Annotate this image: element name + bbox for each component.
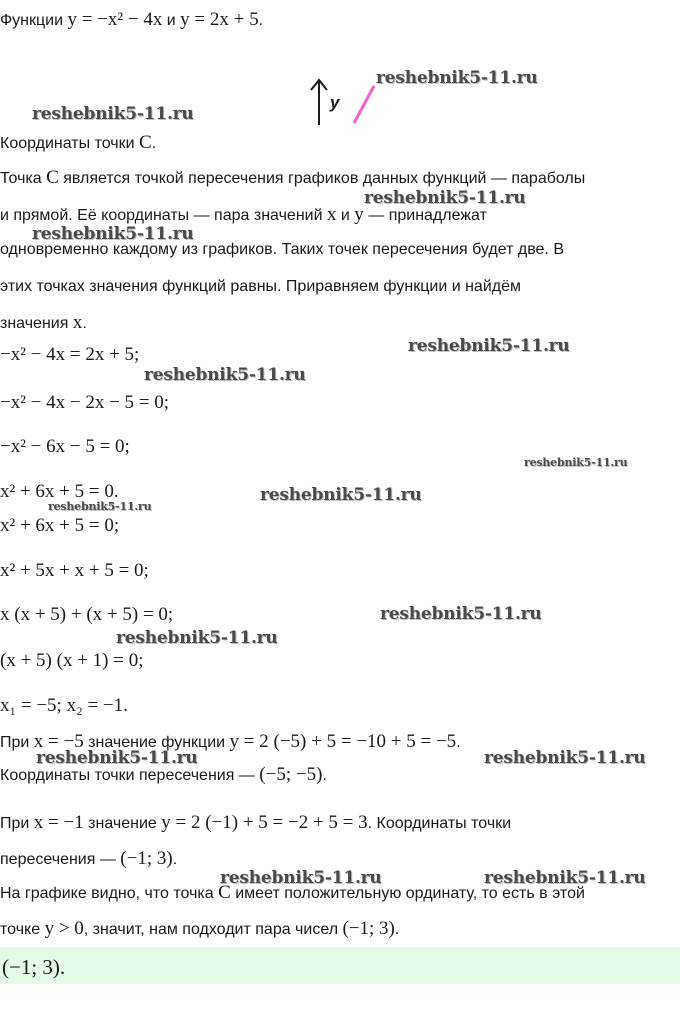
watermark: reshebnik5-11.ru — [220, 868, 382, 888]
paragraph-line: пересечения — (−1; 3). — [0, 848, 178, 869]
paragraph-line: одновременно каждому из графиков. Таких точек пересечения будет две. В — [0, 241, 564, 258]
equation: −x² − 6x − 5 = 0; — [0, 436, 130, 457]
paragraph-line: На графике видно, что точка C имеет положительную ординату, то есть в этой — [0, 882, 585, 903]
paragraph-line: значения x. — [0, 312, 87, 333]
equation: x² + 5x + x + 5 = 0; — [0, 560, 149, 581]
equation: −x² − 4x − 2x − 5 = 0; — [0, 392, 170, 413]
equation: (x + 5) (x + 1) = 0; — [0, 650, 144, 671]
watermark: reshebnik5-11.ru — [260, 485, 422, 505]
answer-box — [0, 947, 680, 984]
paragraph-line: Координаты точки C. — [0, 132, 157, 153]
equation: x² + 6x + 5 = 0. — [0, 481, 119, 502]
paragraph-line: Координаты точки пересечения — (−5; −5). — [0, 764, 327, 785]
y-axis — [311, 80, 327, 125]
watermark: reshebnik5-11.ru — [524, 456, 628, 469]
paragraph-line: При x = −1 значение y = 2 (−1) + 5 = −2 + 5 = 3. Координаты точки — [0, 812, 512, 833]
equation: x² + 6x + 5 = 0; — [0, 515, 120, 536]
watermark: reshebnik5-11.ru — [484, 868, 646, 888]
equation: x (x + 5) + (x + 5) = 0; — [0, 604, 174, 625]
paragraph-line: При x = −5 значение функции y = 2 (−5) + 5 = −10 + 5 = −5. — [0, 731, 461, 752]
watermark: reshebnik5-11.ru — [484, 748, 646, 768]
watermark: reshebnik5-11.ru — [376, 68, 538, 88]
watermark: reshebnik5-11.ru — [32, 224, 194, 244]
paragraph-line: и прямой. Её координаты — пара значений x и y — принадлежат — [0, 204, 487, 225]
watermark: reshebnik5-11.ru — [36, 748, 198, 768]
y-axis-label: y — [330, 93, 340, 112]
equation: x₁ = −5; x₂ = −1. — [0, 695, 128, 716]
watermark: reshebnik5-11.ru — [116, 628, 278, 648]
line-graph-fragment — [354, 86, 374, 123]
watermark: reshebnik5-11.ru — [364, 188, 526, 208]
paragraph-line: Точка C является точкой пересечения графиков данных функций — параболы — [0, 167, 586, 188]
task-statement: Функции y = −x² − 4x и y = 2x + 5. — [0, 9, 264, 30]
paragraph-line: этих точках значения функций равны. Приравняем функции и найдём — [0, 278, 521, 295]
watermark: reshebnik5-11.ru — [408, 336, 570, 356]
paragraph-line: точке y > 0, значит, нам подходит пара чисел (−1; 3). — [0, 918, 400, 939]
watermark: reshebnik5-11.ru — [144, 365, 306, 385]
answer-value: (−1; 3). — [2, 955, 66, 979]
watermark: reshebnik5-11.ru — [32, 104, 194, 124]
equation: −x² − 4x = 2x + 5; — [0, 344, 140, 365]
watermark: reshebnik5-11.ru — [48, 500, 152, 513]
watermark: reshebnik5-11.ru — [380, 604, 542, 624]
